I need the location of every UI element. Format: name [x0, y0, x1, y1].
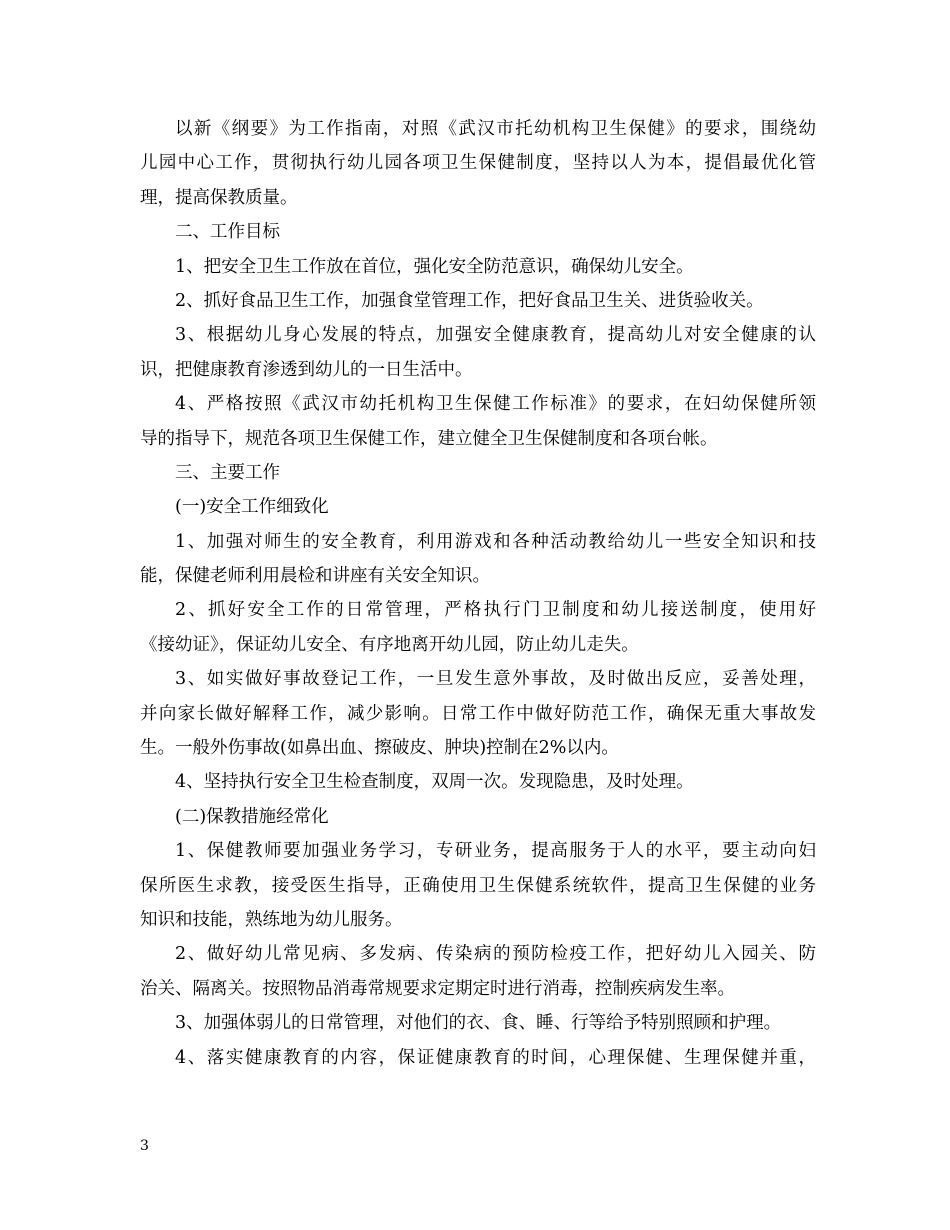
document-body	[140, 112, 816, 1075]
paragraph-line: 4、落实健康教育的内容，保证健康教育的时间，心理保健、生理保健并重，	[175, 1047, 816, 1068]
paragraph-line: 1、加强对师生的安全教育，利用游戏和各种活动教给幼儿一些安全知识和技	[175, 531, 816, 552]
paragraph-line: 儿园中心工作，贯彻执行幼儿园各项卫生保健制度，坚持以人为本，提倡最优化管	[140, 153, 816, 174]
paragraph-line: 能，保健老师利用晨检和讲座有关安全知识。	[140, 566, 490, 587]
paragraph-line: 2、做好幼儿常见病、多发病、传染病的预防检疫工作，把好幼儿入园关、防	[175, 944, 816, 965]
paragraph-line: 生。一般外伤事故(如鼻出血、擦破皮、肿块)控制在2%以内。	[140, 738, 619, 759]
paragraph-line: 《接幼证》，保证幼儿安全、有序地离开幼儿园，防止幼儿走失。	[140, 634, 639, 655]
paragraph-line: 1、把安全卫生工作放在首位，强化安全防范意识，确保幼儿安全。	[175, 256, 694, 277]
paragraph-line: 识，把健康教育渗透到幼儿的一日生活中。	[140, 359, 473, 380]
subsection-heading: (一)安全工作细致化	[175, 497, 329, 518]
paragraph-line: 3、根据幼儿身心发展的特点，加强安全健康教育，提高幼儿对安全健康的认	[175, 325, 816, 346]
paragraph-line: 并向家长做好解释工作，减少影响。日常工作中做好防范工作，确保无重大事故发	[140, 703, 816, 724]
paragraph-line: 以新《纲要》为工作指南，对照《武汉市托幼机构卫生保健》的要求，围绕幼	[175, 119, 816, 139]
section-heading: 二、工作目标	[175, 222, 280, 243]
paragraph-line: 2、抓好食品卫生工作，加强食堂管理工作，把好食品卫生关、进货验收关。	[175, 290, 764, 311]
paragraph-line: 导的指导下，规范各项卫生保健工作，建立健全卫生保健制度和各项台帐。	[140, 428, 718, 449]
section-heading: 三、主要工作	[175, 462, 280, 483]
paragraph-line: 2、抓好安全工作的日常管理，严格执行门卫制度和幼儿接送制度，使用好	[175, 600, 816, 621]
page-number: 3	[140, 1138, 149, 1154]
paragraph-line: 理，提高保教质量。	[140, 187, 298, 208]
paragraph-line: 4、坚持执行安全卫生检查制度，双周一次。发现隐患，及时处理。	[175, 772, 694, 793]
paragraph-line: 1、保健教师要加强业务学习，专研业务，提高服务于人的水平，要主动向妇	[175, 841, 816, 862]
paragraph-line: 4、严格按照《武汉市幼托机构卫生保健工作标准》的要求，在妇幼保健所领	[175, 394, 816, 415]
subsection-heading: (二)保教措施经常化	[175, 806, 329, 827]
paragraph-line: 知识和技能，熟练地为幼儿服务。	[140, 909, 403, 930]
paragraph-line: 3、如实做好事故登记工作，一旦发生意外事故，及时做出反应，妥善处理，	[175, 669, 816, 690]
paragraph-line: 保所医生求教，接受医生指导，正确使用卫生保健系统软件，提高卫生保健的业务	[140, 875, 816, 896]
paragraph-line: 3、加强体弱儿的日常管理，对他们的衣、食、睡、行等给予特别照顾和护理。	[175, 1013, 782, 1034]
paragraph-line: 治关、隔离关。按照物品消毒常规要求定期定时进行消毒，控制疾病发生率。	[140, 978, 735, 999]
